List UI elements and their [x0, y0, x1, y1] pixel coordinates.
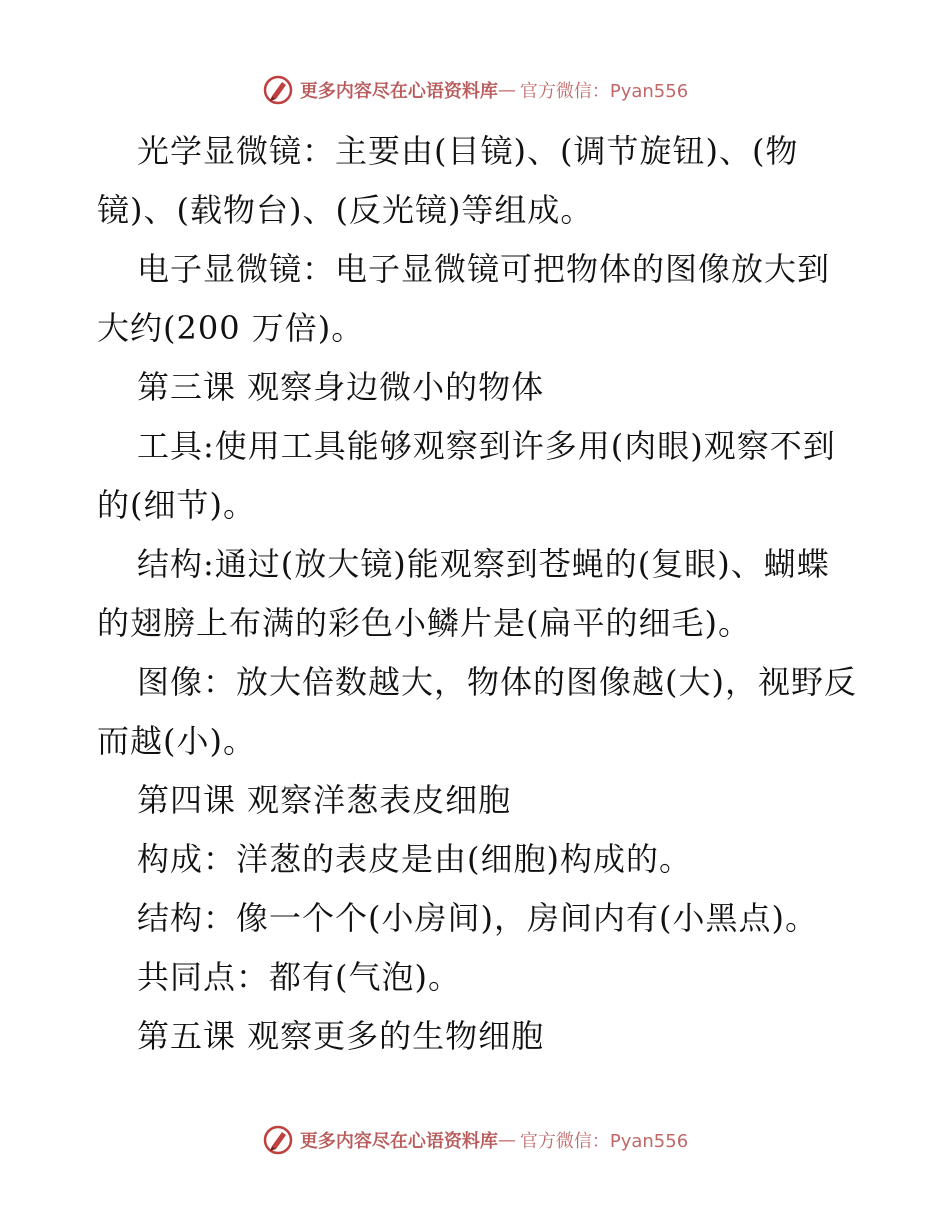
paragraph-electron-microscope: 电子显微镜：电子显微镜可把物体的图像放大到大约(200 万倍)。 [97, 250, 831, 347]
paragraph-structure-cells: 结构：像一个个(小房间)，房间内有(小黑点)。 [137, 899, 818, 937]
paragraph-common-point: 共同点：都有(气泡)。 [137, 958, 461, 996]
header-banner [0, 70, 950, 110]
footer-banner [0, 1120, 950, 1160]
document-body [97, 122, 857, 1066]
heading-lesson-5: 第五课 观察更多的生物细胞 [137, 1017, 545, 1055]
paragraph-image: 图像：放大倍数越大，物体的图像越(大)，视野反而越(小)。 [97, 663, 857, 760]
paragraph-structure-magnifier: 结构:通过(放大镜)能观察到苍蝇的(复眼)、蝴蝶的翅膀上布满的彩色小鳞片是(扁平的细毛)。 [97, 545, 830, 642]
banner-wechat: 官方微信：Pyan556 [519, 81, 689, 102]
heading-lesson-4: 第四课 观察洋葱表皮细胞 [137, 781, 512, 819]
pen-circle-logo-icon [262, 1124, 294, 1156]
heading-lesson-3: 第三课 观察身边微小的物体 [137, 368, 545, 406]
banner-wechat: 官方微信：Pyan556 [519, 1131, 689, 1152]
paragraph-tools: 工具:使用工具能够观察到许多用(肉眼)观察不到的(细节)。 [97, 427, 836, 524]
pen-circle-logo-icon [262, 74, 294, 106]
banner-text: 更多内容尽在心语资料库 [299, 1131, 498, 1152]
banner-text: 更多内容尽在心语资料库 [299, 81, 498, 102]
paragraph-composition: 构成：洋葱的表皮是由(细胞)构成的。 [137, 840, 692, 878]
banner-dash: — [497, 79, 516, 101]
banner-dash: — [497, 1129, 516, 1151]
paragraph-optical-microscope: 光学显微镜：主要由(目镜)、(调节旋钮)、(物镜)、(载物台)、(反光镜)等组成。 [97, 132, 799, 229]
